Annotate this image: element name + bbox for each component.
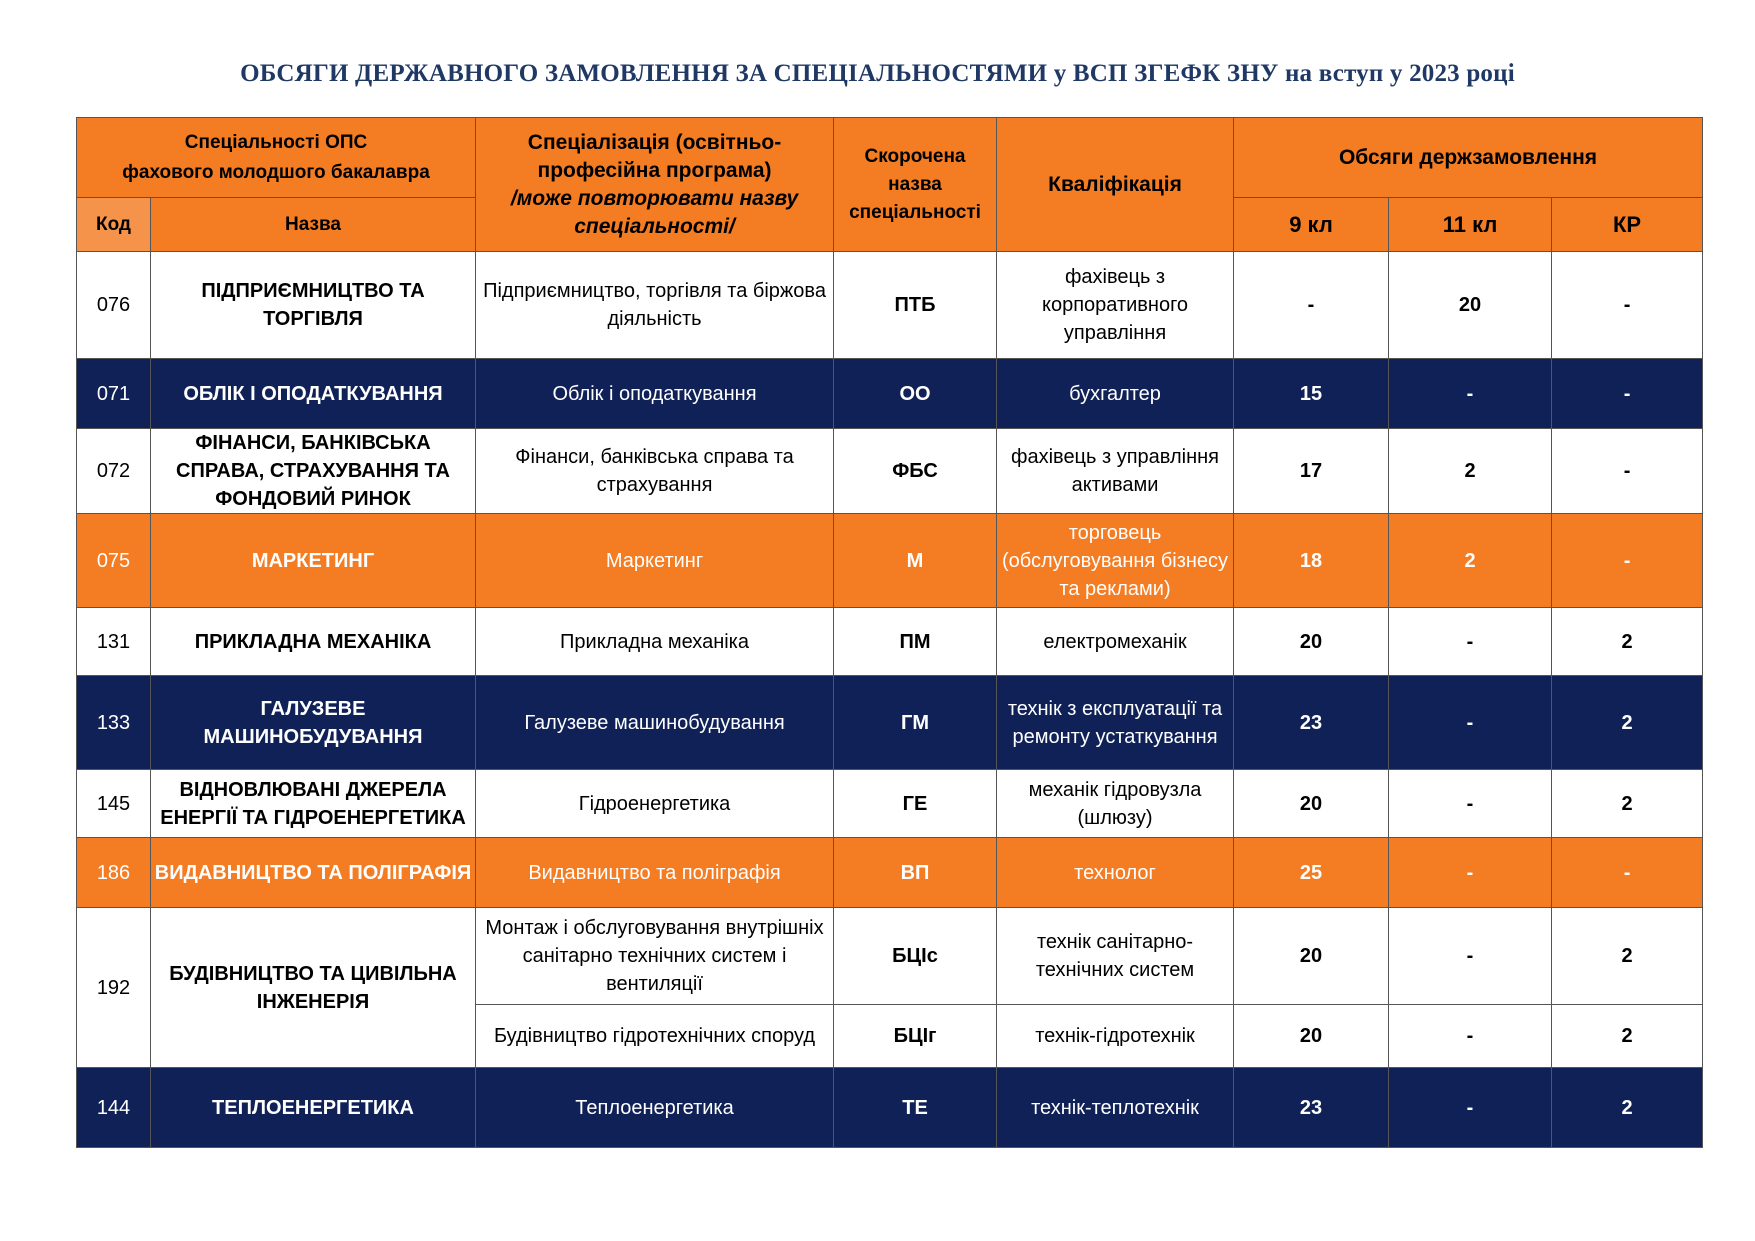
row-grade9: 15 — [1234, 359, 1389, 429]
row-code: 131 — [77, 608, 151, 676]
table-row — [77, 676, 1703, 770]
header-row-top — [77, 118, 1703, 198]
row-kr: 2 — [1552, 676, 1703, 770]
row-grade9: 20 — [1234, 608, 1389, 676]
row-qualification: технік з експлуатації та ремонту устаткування — [997, 676, 1234, 770]
table-row — [77, 1068, 1703, 1148]
row-qualification: технік санітарно-технічних систем — [997, 908, 1234, 1005]
row-kr: - — [1552, 359, 1703, 429]
row-qualification: фахівець з управління активами — [997, 429, 1234, 514]
row-grade9: 20 — [1234, 770, 1389, 838]
row-abbreviation: ПМ — [834, 608, 997, 676]
row-grade9: 17 — [1234, 429, 1389, 514]
row-grade9: - — [1234, 252, 1389, 359]
row-grade11: - — [1389, 1005, 1552, 1068]
row-grade9: 20 — [1234, 908, 1389, 1005]
row-name: ВІДНОВЛЮВАНІ ДЖЕРЕЛА ЕНЕРГІЇ ТА ГІДРОЕНЕРГЕТИКА — [151, 770, 476, 838]
row-specialization: Підприємництво, торгівля та біржова діяльність — [476, 252, 834, 359]
row-grade11: - — [1389, 676, 1552, 770]
row-name: БУДІВНИЦТВО ТА ЦИВІЛЬНА ІНЖЕНЕРІЯ — [151, 908, 476, 1068]
row-abbreviation: БЦІг — [834, 1005, 997, 1068]
row-name: ФІНАНСИ, БАНКІВСЬКА СПРАВА, СТРАХУВАННЯ ТА ФОНДОВИЙ РИНОК — [151, 429, 476, 514]
table-row — [77, 838, 1703, 908]
row-kr: - — [1552, 838, 1703, 908]
row-grade9: 23 — [1234, 676, 1389, 770]
page-title: ОБСЯГИ ДЕРЖАВНОГО ЗАМОВЛЕННЯ ЗА СПЕЦІАЛЬНОСТЯМИ у ВСП ЗГЕФК ЗНУ на вступ у 2023 році — [240, 60, 1515, 87]
row-grade9: 20 — [1234, 1005, 1389, 1068]
row-name: ВИДАВНИЦТВО ТА ПОЛІГРАФІЯ — [151, 838, 476, 908]
row-grade11: 20 — [1389, 252, 1552, 359]
row-specialization: Гідроенергетика — [476, 770, 834, 838]
row-grade11: - — [1389, 1068, 1552, 1148]
row-specialization: Будівництво гідротехнічних споруд — [476, 1005, 834, 1068]
row-name: ТЕПЛОЕНЕРГЕТИКА — [151, 1068, 476, 1148]
row-name: ГАЛУЗЕВЕ МАШИНОБУДУВАННЯ — [151, 676, 476, 770]
row-kr: 2 — [1552, 1005, 1703, 1068]
row-specialization: Монтаж і обслуговування внутрішніх санітарно технічних систем і вентиляції — [476, 908, 834, 1005]
code-header: Код — [77, 198, 151, 252]
row-specialization: Видавництво та поліграфія — [476, 838, 834, 908]
row-code: 192 — [77, 908, 151, 1068]
row-specialization: Маркетинг — [476, 514, 834, 608]
state-order-table — [76, 117, 1703, 1148]
table-row — [77, 514, 1703, 608]
qualification-header: Кваліфікація — [997, 118, 1234, 252]
row-code: 075 — [77, 514, 151, 608]
row-abbreviation: ГМ — [834, 676, 997, 770]
row-code: 145 — [77, 770, 151, 838]
grade9-header: 9 кл — [1234, 198, 1389, 252]
row-kr: 2 — [1552, 608, 1703, 676]
row-specialization: Прикладна механіка — [476, 608, 834, 676]
row-code: 071 — [77, 359, 151, 429]
row-abbreviation: ФБС — [834, 429, 997, 514]
row-specialization: Облік і оподаткування — [476, 359, 834, 429]
row-kr: 2 — [1552, 770, 1703, 838]
row-abbreviation: ОО — [834, 359, 997, 429]
kr-header: КР — [1552, 198, 1703, 252]
row-grade11: - — [1389, 838, 1552, 908]
specialization-header — [476, 118, 834, 252]
row-code: 133 — [77, 676, 151, 770]
row-qualification: механік гідровузла (шлюзу) — [997, 770, 1234, 838]
row-name: ПРИКЛАДНА МЕХАНІКА — [151, 608, 476, 676]
row-grade11: - — [1389, 908, 1552, 1005]
name-header: Назва — [151, 198, 476, 252]
row-kr: - — [1552, 429, 1703, 514]
row-qualification: бухгалтер — [997, 359, 1234, 429]
row-abbreviation: БЦІс — [834, 908, 997, 1005]
row-code: 186 — [77, 838, 151, 908]
row-abbreviation: ТЕ — [834, 1068, 997, 1148]
row-name: МАРКЕТИНГ — [151, 514, 476, 608]
row-abbreviation: ПТБ — [834, 252, 997, 359]
row-grade9: 23 — [1234, 1068, 1389, 1148]
row-kr: - — [1552, 514, 1703, 608]
row-kr: - — [1552, 252, 1703, 359]
row-qualification: торговець (обслуговування бізнесу та реклами) — [997, 514, 1234, 608]
row-qualification: технік-теплотехнік — [997, 1068, 1234, 1148]
table-row — [77, 252, 1703, 359]
volumes-header: Обсяги держзамовлення — [1234, 118, 1703, 198]
row-qualification: фахівець з корпоративного управління — [997, 252, 1234, 359]
row-abbreviation: М — [834, 514, 997, 608]
row-grade9: 18 — [1234, 514, 1389, 608]
row-specialization: Теплоенергетика — [476, 1068, 834, 1148]
row-code: 072 — [77, 429, 151, 514]
table-row — [77, 429, 1703, 514]
row-name: ОБЛІК І ОПОДАТКУВАННЯ — [151, 359, 476, 429]
row-qualification: електромеханік — [997, 608, 1234, 676]
row-code: 076 — [77, 252, 151, 359]
specialization-header-line2: професійна програма) — [537, 158, 772, 182]
row-abbreviation: ВП — [834, 838, 997, 908]
row-grade11: - — [1389, 770, 1552, 838]
table-row — [77, 770, 1703, 838]
specialization-header-note: /може повторювати назву спеціальності/ — [510, 186, 799, 238]
row-qualification: технік-гідротехнік — [997, 1005, 1234, 1068]
specialization-header-line1: Спеціалізація (освітньо- — [527, 130, 782, 154]
row-kr: 2 — [1552, 1068, 1703, 1148]
table-row — [77, 359, 1703, 429]
specialties-header-line2: фахового молодшого бакалавра — [122, 161, 430, 183]
grade11-header: 11 кл — [1389, 198, 1552, 252]
row-grade9: 25 — [1234, 838, 1389, 908]
row-kr: 2 — [1552, 908, 1703, 1005]
specialties-header-line1: Спеціальності ОПС — [184, 131, 368, 153]
row-code: 144 — [77, 1068, 151, 1148]
row-abbreviation: ГЕ — [834, 770, 997, 838]
row-qualification: технолог — [997, 838, 1234, 908]
row-grade11: 2 — [1389, 514, 1552, 608]
row-specialization: Галузеве машинобудування — [476, 676, 834, 770]
short-name-header: Скорочена назва спеціальності — [834, 118, 997, 252]
table-row — [77, 608, 1703, 676]
row-grade11: - — [1389, 608, 1552, 676]
table-row — [77, 908, 1703, 1005]
row-grade11: 2 — [1389, 429, 1552, 514]
row-grade11: - — [1389, 359, 1552, 429]
specialties-header — [77, 118, 476, 198]
row-name: ПІДПРИЄМНИЦТВО ТА ТОРГІВЛЯ — [151, 252, 476, 359]
row-specialization: Фінанси, банківська справа та страхування — [476, 429, 834, 514]
